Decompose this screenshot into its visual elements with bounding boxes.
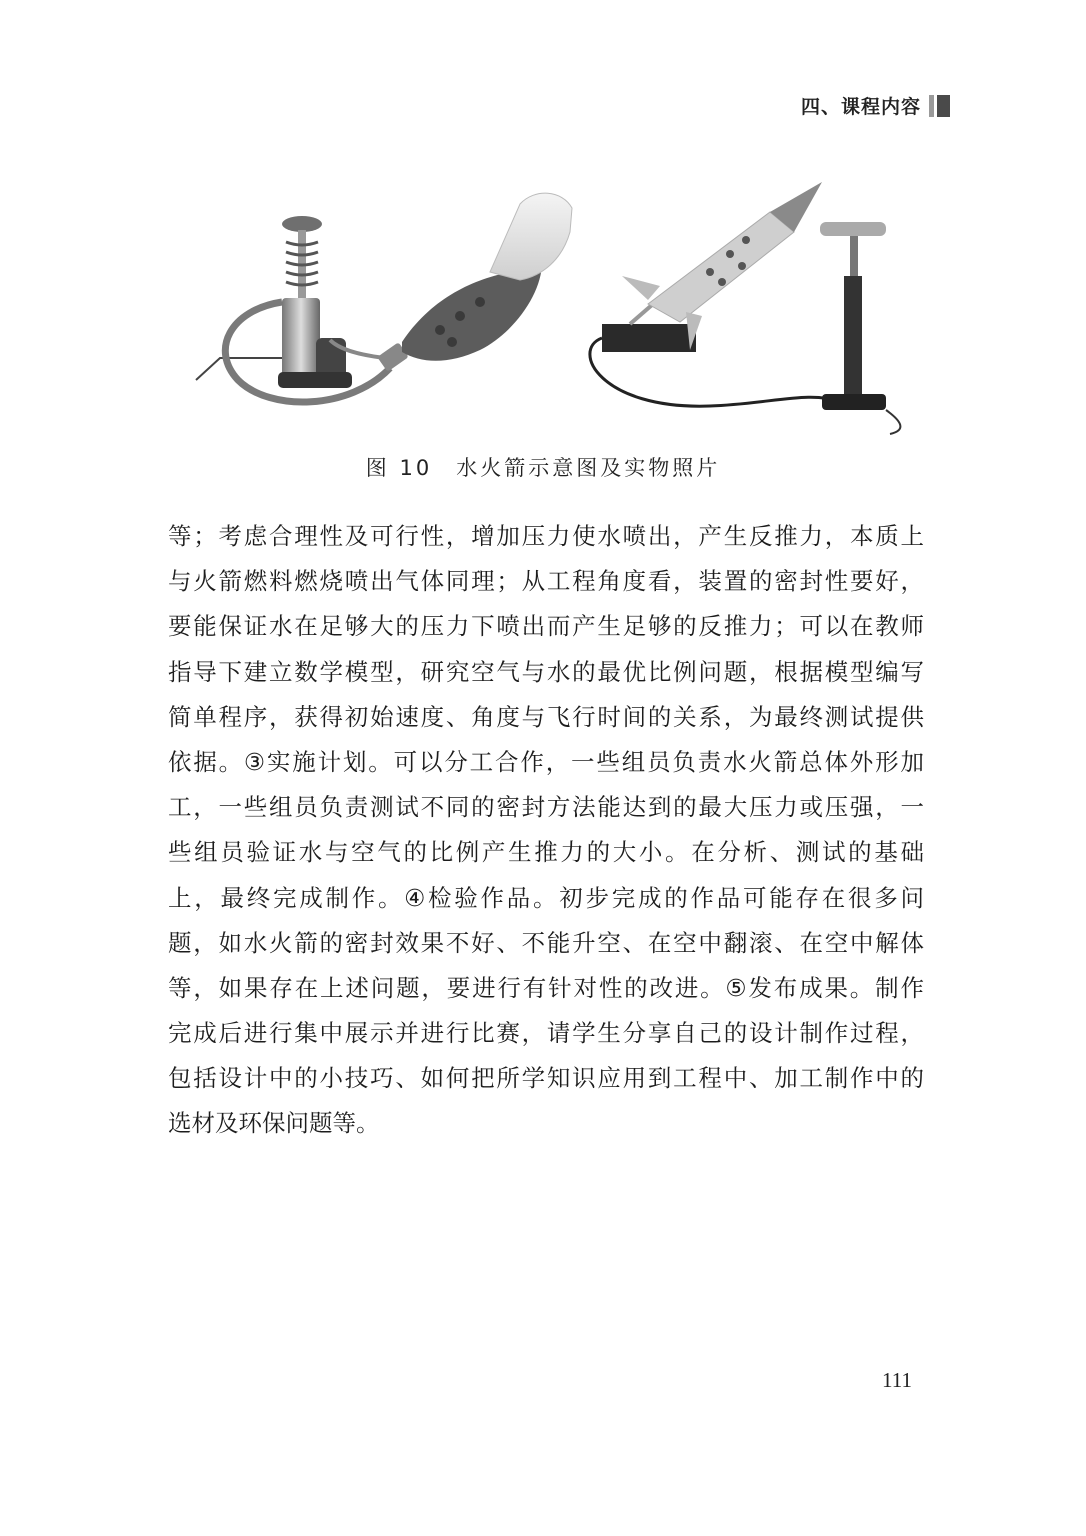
text-line: 等，如果存在上述问题，要进行有针对性的改进。⑤发布成果。制作 [168,973,924,1002]
text-line: 选材及环保问题等。 [168,1109,380,1138]
page-number: 111 [882,1368,912,1392]
text-line: 简单程序，获得初始速度、角度与飞行时间的关系，为最终测试提供 [168,702,924,731]
hand-pump-photo [820,222,900,434]
text-line: 题，如水火箭的密封效果不好、不能升空、在空中翻滚、在空中解体 [168,928,924,957]
header-bar-thick [937,95,950,117]
figure-caption: 图 10 水火箭示意图及实物照片 [365,456,721,480]
text-line: 要能保证水在足够大的压力下喷出而产生足够的反推力；可以在教师 [168,612,924,641]
text-line: 包括设计中的小技巧、如何把所学知识应用到工程中、加工制作中的 [168,1064,924,1093]
water-rocket-illustration [190,180,930,440]
water-rocket-figure [190,180,930,440]
text-line: 上，最终完成制作。④检验作品。初步完成的作品可能存在很多问 [168,883,924,912]
text-line: 依据。③实施计划。可以分工合作，一些组员负责水火箭总体外形加 [168,747,924,776]
header-decoration [929,95,950,117]
text-line: 些组员验证水与空气的比例产生推力的大小。在分析、测试的基础 [168,838,924,867]
pump-diagram [196,216,390,402]
running-header [801,92,950,119]
text-line: 指导下建立数学模型，研究空气与水的最优比例问题，根据模型编写 [168,657,924,686]
body-paragraph [168,514,924,1147]
header-bar-thin [929,95,934,117]
text-line: 与火箭燃料燃烧喷出气体同理；从工程角度看，装置的密封性要好， [168,567,924,596]
bottle-rocket-diagram [377,193,572,372]
text-line: 工，一些组员负责测试不同的密封方法能达到的最大压力或压强，一 [168,793,924,822]
section-title: 四、课程内容 [800,96,921,118]
text-line: 完成后进行集中展示并进行比赛，请学生分享自己的设计制作过程， [168,1019,924,1048]
rocket-photo [590,182,840,406]
text-line: 等；考虑合理性及可行性，增加压力使水喷出，产生反推力，本质上 [168,522,924,550]
